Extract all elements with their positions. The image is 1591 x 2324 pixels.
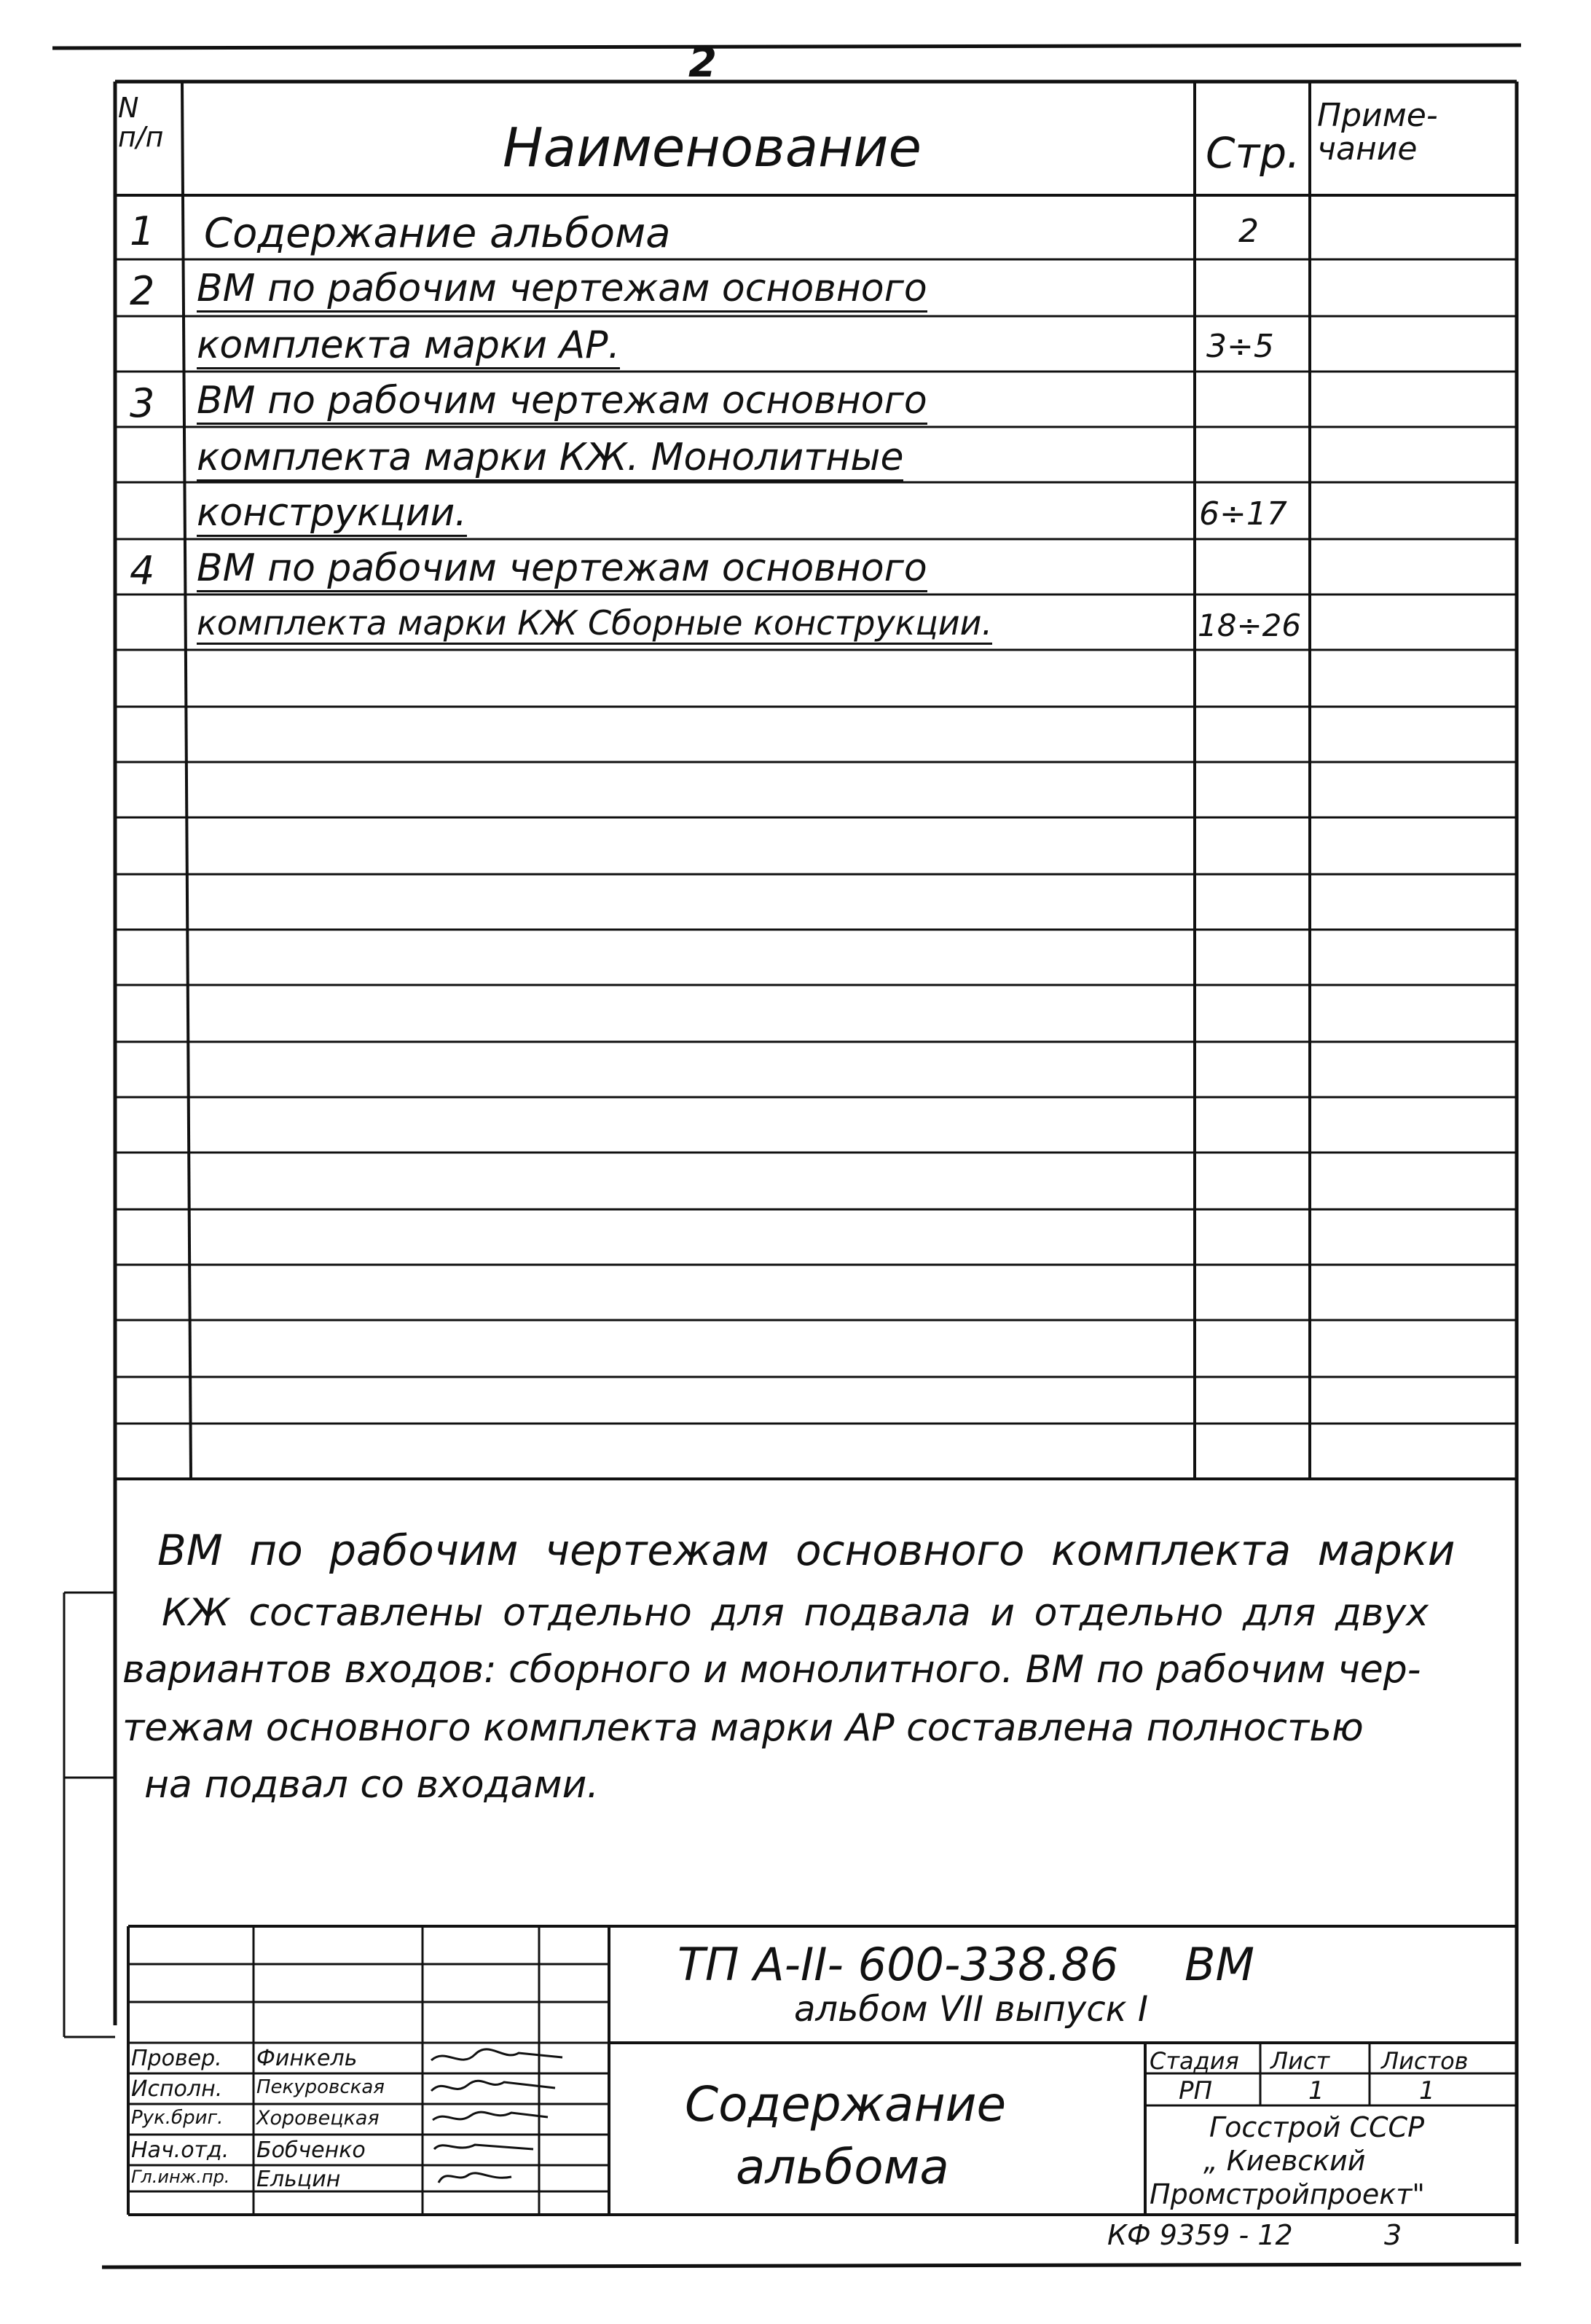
designation: ТП А-II- 600-338.86: [677, 1938, 1119, 1991]
header-name: Наименование: [503, 117, 922, 179]
sign-role-5: Гл.инж.пр.: [131, 2167, 230, 2187]
row-2-line-1: ВМ по рабочим чертежам основного: [197, 267, 927, 313]
org-line-3: Промстройпроект": [1150, 2178, 1425, 2210]
row-1-num: 1: [130, 208, 155, 254]
sign-name-3: Хоровецкая: [256, 2107, 380, 2129]
mark: ВМ: [1185, 1938, 1255, 1991]
signature-scribbles: [424, 2040, 570, 2215]
sign-role-3: Рук.бриг.: [131, 2107, 224, 2129]
sign-role-1: Провер.: [131, 2046, 222, 2071]
header-note: Приме- чание: [1317, 97, 1438, 168]
stage-label: Стадия: [1150, 2047, 1239, 2075]
sign-role-4: Нач.отд.: [131, 2137, 229, 2163]
sheets-value: 1: [1419, 2076, 1435, 2105]
header-num: N п/п: [118, 92, 164, 153]
sign-name-1: Финкель: [256, 2046, 358, 2071]
row-3-line-1: ВМ по рабочим чертежам основного: [197, 379, 927, 425]
sign-name-5: Ельцин: [256, 2167, 341, 2192]
row-4-line-2: комплекта марки КЖ Сборные конструкции.: [197, 603, 992, 645]
note-line-2: КЖ составлены отдельно для подвала и отдельно для двух: [162, 1591, 1429, 1635]
footer-code: КФ 9359 - 12: [1107, 2219, 1293, 2251]
header-page: Стр.: [1206, 128, 1300, 178]
note-line-3: вариантов входов: сборного и монолитного. ВМ по рабочим чер-: [122, 1648, 1421, 1692]
footer-copy: 3: [1384, 2219, 1402, 2251]
row-1-page: 2: [1238, 213, 1259, 250]
sign-role-2: Исполн.: [131, 2076, 223, 2102]
org-line-2: „ Киевский: [1203, 2145, 1366, 2177]
row-1-line-1: Содержание альбома: [204, 210, 671, 257]
row-3-line-3: конструкции.: [197, 491, 467, 537]
title-line-2: альбома: [736, 2139, 949, 2195]
sheet-label: Лист: [1270, 2047, 1330, 2075]
sign-name-4: Бобченко: [256, 2137, 366, 2163]
note-line-1: ВМ по рабочим чертежам основного комплекта марки: [157, 1526, 1456, 1575]
sheet-value: 1: [1308, 2076, 1324, 2105]
row-3-page: 6÷17: [1199, 495, 1287, 533]
page-number: 2: [688, 39, 717, 87]
note-line-4: тежам основного комплекта марки АР составлена полностью: [122, 1706, 1364, 1750]
note-line-5: на подвал со входами.: [144, 1763, 599, 1807]
row-4-line-1: ВМ по рабочим чертежам основного: [197, 546, 927, 592]
row-2-page: 3÷5: [1206, 328, 1274, 365]
row-4-num: 4: [130, 548, 155, 594]
row-3-line-2: комплекта марки КЖ. Монолитные: [197, 436, 903, 482]
row-2-num: 2: [130, 268, 155, 314]
title-line-1: Содержание: [685, 2076, 1007, 2132]
stage-value: РП: [1179, 2076, 1213, 2105]
sign-name-2: Пекуровская: [256, 2076, 385, 2098]
album-label: альбом VII выпуск I: [794, 1989, 1148, 2030]
org-line-1: Госстрой СССР: [1209, 2111, 1425, 2143]
row-2-line-2: комплекта марки АР.: [197, 323, 620, 369]
sheets-label: Листов: [1381, 2047, 1469, 2075]
row-3-num: 3: [130, 380, 155, 426]
row-4-page: 18÷26: [1198, 608, 1302, 643]
